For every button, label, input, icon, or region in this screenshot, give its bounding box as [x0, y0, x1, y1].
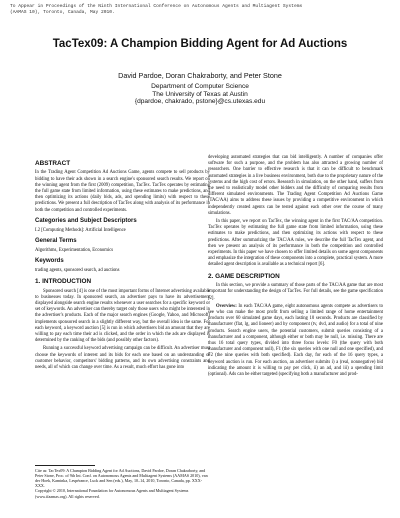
introduction-heading: 1. INTRODUCTION — [35, 278, 92, 286]
abstract-text: In the Trading Agent Competition Ad Auctions Game, agents compete to sell products by bidding to have their ads shown in a search engine's sponsored search results. We report on the winning agent from the first (2009) competition, TacTex. TacTex operates by estimating the full game state from limited information, using these estimates to make predictions, and then optimizing its actions (daily bids, ads, and spending limits) with respect to these predictions. We present a full description of TacTex along with analysis of its performance in both the competition and controlled experiments. — [35, 170, 210, 213]
footnote-rule — [35, 465, 95, 466]
overview-paragraph — [208, 304, 383, 378]
citation-text: Cite as: TacTex09: A Champion Bidding Agent for Ad Auctions, David Pardoe, Doran Chakraborty, and Peter Stone, Proc. of 9th Int. Conf. on Autonomous Agents and Multiagent Systems (AAMAS 2010), van der Hoek, Kaminka, Lespérance, Luck and Sen (eds.), May, 10–14, 2010, Toronto, Canada, pp. XXX-XXX. — [35, 468, 208, 489]
abstract-heading: ABSTRACT — [35, 160, 71, 167]
author-names: David Pardoe, Doran Chakraborty, and Peter Stone — [118, 71, 282, 80]
author-department: Department of Computer Science — [151, 82, 249, 90]
categories-text: I.2 [Computing Methods]: Artificial Intelligence — [35, 227, 126, 233]
copyright-text: Copyright © 2010, International Foundation for Autonomous Agents and Multiagent Systems (www.ifaamas.org). All rights reserved. — [35, 488, 189, 499]
intro-paragraph-2: Running a successful keyword advertising campaign can be difficult. An advertiser must choose the keywords of interest and its bids for each one based on an understanding of customer behavior, competitors' bidding patterns, and its own advertising constraints and needs, all of which can change over time. As a result, much effort has gone into — [35, 346, 210, 371]
keywords-text: trading agents, sponsored search, ad auctions — [35, 268, 120, 273]
overview-lead: Overview: — [216, 303, 237, 309]
right-column — [208, 155, 383, 380]
intro-paragraph-1: Sponsored search [4] is one of the most important forms of Internet advertising available to businesses today. In sponsored search, an advertiser pays to have its advertisement displayed alongside search engine results whenever a user searches for a specific keyword or set of keywords. An advertiser can thereby target only those users who might be interested in the advertiser's products. Each of the major search engines (Google, Yahoo, and Microsoft) implements sponsored search in a slightly different way, but the overall idea is the same. For each keyword, a keyword auction [5] is run in which advertisers bid an amount that they are willing to pay each time their ad is clicked, and the order in which the ads are displayed is determined by the ranking of the bids (and possibly other factors). — [35, 288, 210, 344]
conference-note: To Appear in Proceedings of the Ninth International Conference on Autonomous Agents and Multiagent Systems (AAMAS 10), Toronto, Canada, May 2010. — [10, 4, 303, 15]
left-column — [35, 156, 210, 373]
game-description-heading: 2. GAME DESCRIPTION — [208, 272, 280, 280]
author-block — [0, 72, 400, 106]
game-paragraph-1: In this section, we provide a summary of those parts of the TAC/AA game that are most important for understanding the design of TacTex. For full details, see the game specification [2]. — [208, 283, 383, 301]
overview-text: In each TAC/AA game, eight autonomous agents compete as advertisers to see who can make the most profit from selling a limited range of home entertainment products over 60 simulated game days, each lasting 10 seconds. Products are classified by manufacturer (flat, lg, and lioneer) and by component (tv, dvd, and audio) for a total of nine products. Search engine users, the potential customers, submit queries consisting of a manufacturer and a component, although either or both may be null, i.e. missing. There are thus 16 total query types, divided into three focus levels: F0 (the query with both manufacturer and component null), F1 (the six queries with one null and one specified), and F2 (the nine queries with both specified). Each day, for each of the 16 query types, a keyword auction is run. For each auction, an advertiser submits i) a (real, nonnegative) bid indicating the amount it is willing to pay per click, ii) an ad, and iii) a spending limit (optional). Ads can be either targeted (specifying both a manufacturer and prod- — [208, 303, 383, 377]
terms-heading: General Terms — [35, 237, 77, 244]
footnote — [35, 465, 210, 499]
right-paragraph-2: In this paper, we report on TacTex, the winning agent in the first TAC/AA competition. TacTex operates by estimating the full game state from limited information, using these estimates to make predictions, and then optimizing its actions with respect to these predictions. After summarizing the TAC/AA rules, we describe the full TacTex agent, and then we present an analysis of its performance in both the competition and controlled experiments. In this paper we have chosen to offer limited details on some agent components and emphasize the integration of these components into a complete, practical system. A more detailed agent description is available as a technical report [6]. — [208, 219, 383, 268]
author-university: The University of Texas at Austin — [152, 90, 248, 98]
terms-text: Algorithms, Experimentation, Economics — [35, 247, 114, 253]
right-paragraph-1: developing automated strategies that can bid intelligently. A number of companies offer software for such a purpose, and the problem has also attracted a growing number of researchers. One barrier to effective research is that it can be difficult to benchmark automated strategies in a live business environment, both due to the proprietary nature of the systems and the high cost of errors. Research in simulation, on the other hand, suffers from the need to realistically model other bidders and the difficulty of comparing results from different simulated environments. The Trading Agent Competition Ad Auctions Game (TAC/AA) aims to address these issues by providing a competitive environment in which independently created agents can be tested against each other over the course of many simulations. — [208, 155, 383, 216]
author-email: {dpardoe, chakrado, pstone}@cs.utexas.edu — [134, 98, 266, 106]
paper-title: TacTex09: A Champion Bidding Agent for Ad Auctions — [52, 38, 348, 50]
categories-heading: Categories and Subject Descriptors — [35, 217, 137, 224]
keywords-heading: Keywords — [35, 258, 64, 265]
